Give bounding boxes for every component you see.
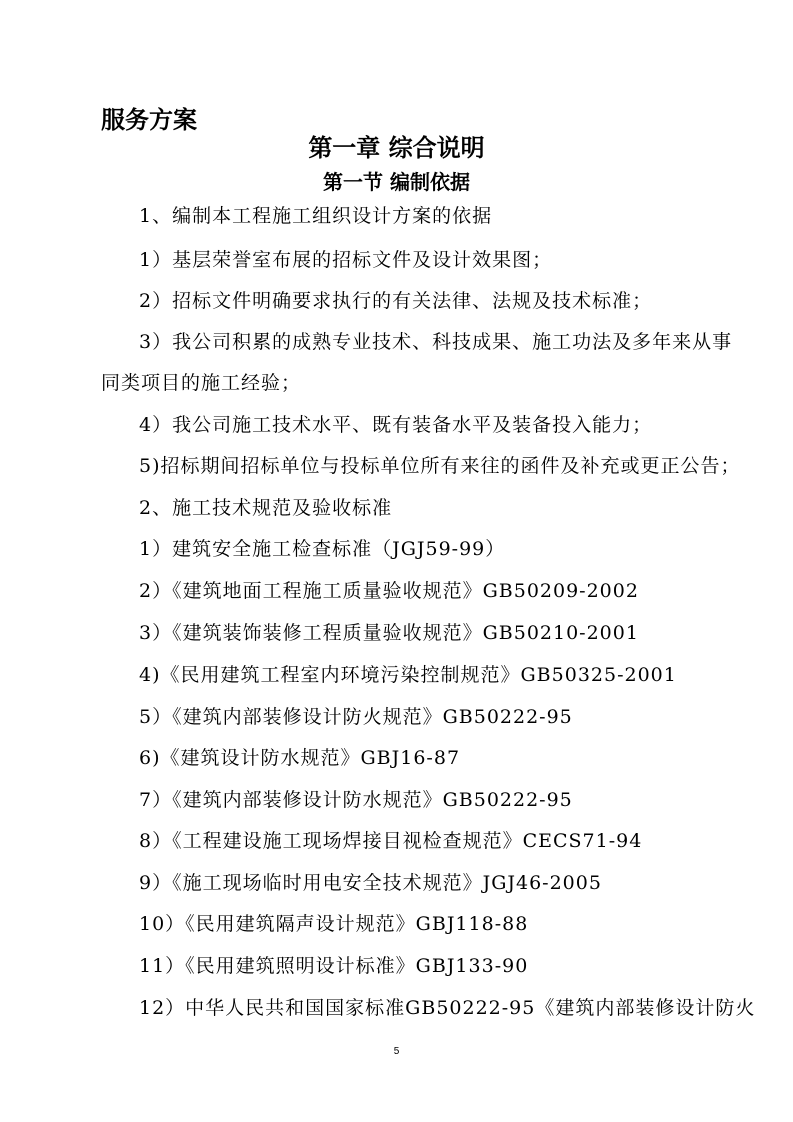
- paragraph-line: 8）《工程建设施工现场焊接目视检查规范》CECS71-94: [139, 830, 643, 852]
- paragraph-line: 7）《建筑内部装修设计防水规范》GB50222-95: [139, 789, 573, 811]
- section-title: 第一节 编制依据: [323, 170, 470, 194]
- paragraph-line: 4）我公司施工技术水平、既有装备水平及装备投入能力；: [139, 414, 653, 436]
- paragraph-line: 5)招标期间招标单位与投标单位所有来往的函件及补充或更正公告；: [139, 455, 741, 477]
- paragraph-line: 9）《施工现场临时用电安全技术规范》JGJ46-2005: [139, 872, 602, 894]
- paragraph-line: 3）《建筑装饰装修工程质量验收规范》GB50210-2001: [139, 622, 639, 644]
- paragraph-line: 2）招标文件明确要求执行的有关法律、法规及技术标准；: [139, 290, 653, 312]
- paragraph-line: 2）《建筑地面工程施工质量验收规范》GB50209-2002: [139, 580, 639, 602]
- paragraph-line: 1、编制本工程施工组织设计方案的依据: [139, 205, 493, 227]
- paragraph-line: 10）《民用建筑隔声设计规范》GBJ118-88: [139, 913, 529, 935]
- paragraph-line: 3）我公司积累的成熟专业技术、科技成果、施工功法及多年来从事: [139, 331, 733, 353]
- paragraph-line: 1）建筑安全施工检查标准（JGJ59-99）: [139, 538, 506, 560]
- chapter-title: 第一章 综合说明: [308, 134, 485, 162]
- paragraph-line: 4)《民用建筑工程室内环境污染控制规范》GB50325-2001: [139, 664, 677, 686]
- paragraph-line: 6)《建筑设计防水规范》GBJ16-87: [139, 747, 461, 769]
- paragraph-line: 同类项目的施工经验；: [101, 372, 302, 394]
- page-number: 5: [393, 1046, 400, 1057]
- paragraph-line: 1）基层荣誉室布展的招标文件及设计效果图；: [139, 249, 553, 271]
- paragraph-line: 2、施工技术规范及验收标准: [139, 497, 393, 519]
- paragraph-line: 5）《建筑内部装修设计防火规范》GB50222-95: [139, 706, 573, 728]
- document-title: 服务方案: [101, 106, 197, 134]
- paragraph-line: 11）《民用建筑照明设计标准》GBJ133-90: [139, 955, 529, 977]
- paragraph-line: 12）中华人民共和国国家标准GB50222-95《建筑内部装修设计防火: [139, 997, 756, 1019]
